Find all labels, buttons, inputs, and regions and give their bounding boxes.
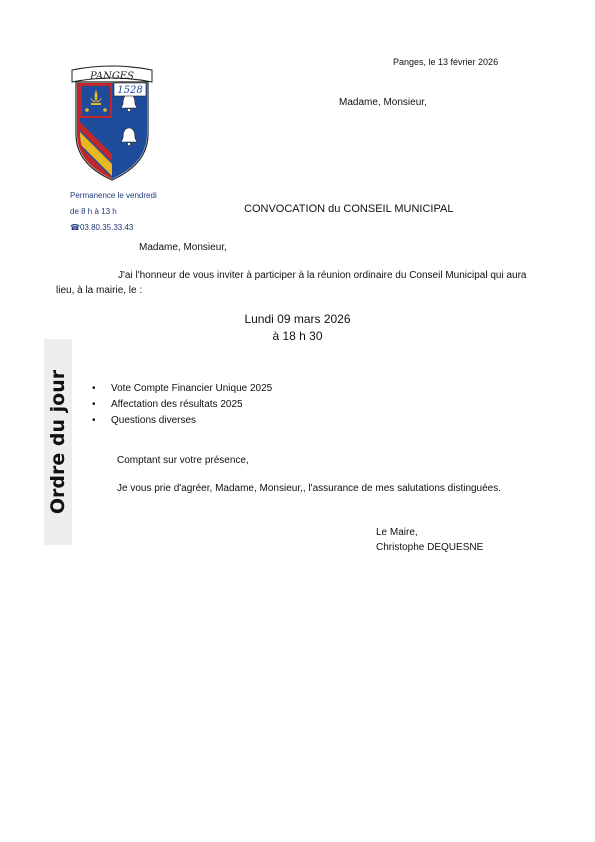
body-greeting: Madame, Monsieur, xyxy=(139,242,227,253)
document-title: CONVOCATION du CONSEIL MUNICIPAL xyxy=(244,203,454,215)
agenda-item: • Vote Compte Financier Unique 2025 xyxy=(92,381,272,397)
closing-line-2: Je vous prie d'agréer, Madame, Monsieur,, l'assurance de mes salutations distinguées. xyxy=(117,483,502,494)
agenda-side-panel xyxy=(44,339,72,545)
closing-line-1: Comptant sur votre présence, xyxy=(117,455,249,466)
intro-line-2: lieu, à la mairie, le : xyxy=(56,285,143,296)
date-line: Panges, le 13 février 2026 xyxy=(393,57,499,67)
permanence-day: Permanence le vendredi xyxy=(70,191,157,200)
permanence-hours: de 8 h à 13 h xyxy=(70,207,117,216)
agenda-item: • Questions diverses xyxy=(92,413,272,429)
intro-line-1: J'ai l'honneur de vous inviter à participer à la réunion ordinaire du Conseil Municipal qui aura xyxy=(118,270,527,281)
permanence-phone: ☎03.80.35.33.43 xyxy=(70,223,134,232)
signature-name: Christophe DEQUESNE xyxy=(376,542,484,553)
signature-role: Le Maire, xyxy=(376,527,418,538)
meeting-datetime xyxy=(0,311,595,345)
header-greeting: Madame, Monsieur, xyxy=(339,97,427,108)
agenda-label: Ordre du jour xyxy=(47,369,69,515)
meeting-time: à 18 h 30 xyxy=(272,329,323,343)
town-crest-logo xyxy=(68,60,156,182)
permanence-info xyxy=(70,188,157,236)
agenda-item: • Affectation des résultats 2025 xyxy=(92,397,272,413)
crest-banner-text: PANGES xyxy=(90,71,134,82)
agenda-list xyxy=(92,381,272,429)
meeting-date: Lundi 09 mars 2026 xyxy=(244,312,351,326)
crest-year: 1528 xyxy=(117,85,143,96)
intro-paragraph xyxy=(56,268,556,298)
signature-block xyxy=(376,525,483,555)
